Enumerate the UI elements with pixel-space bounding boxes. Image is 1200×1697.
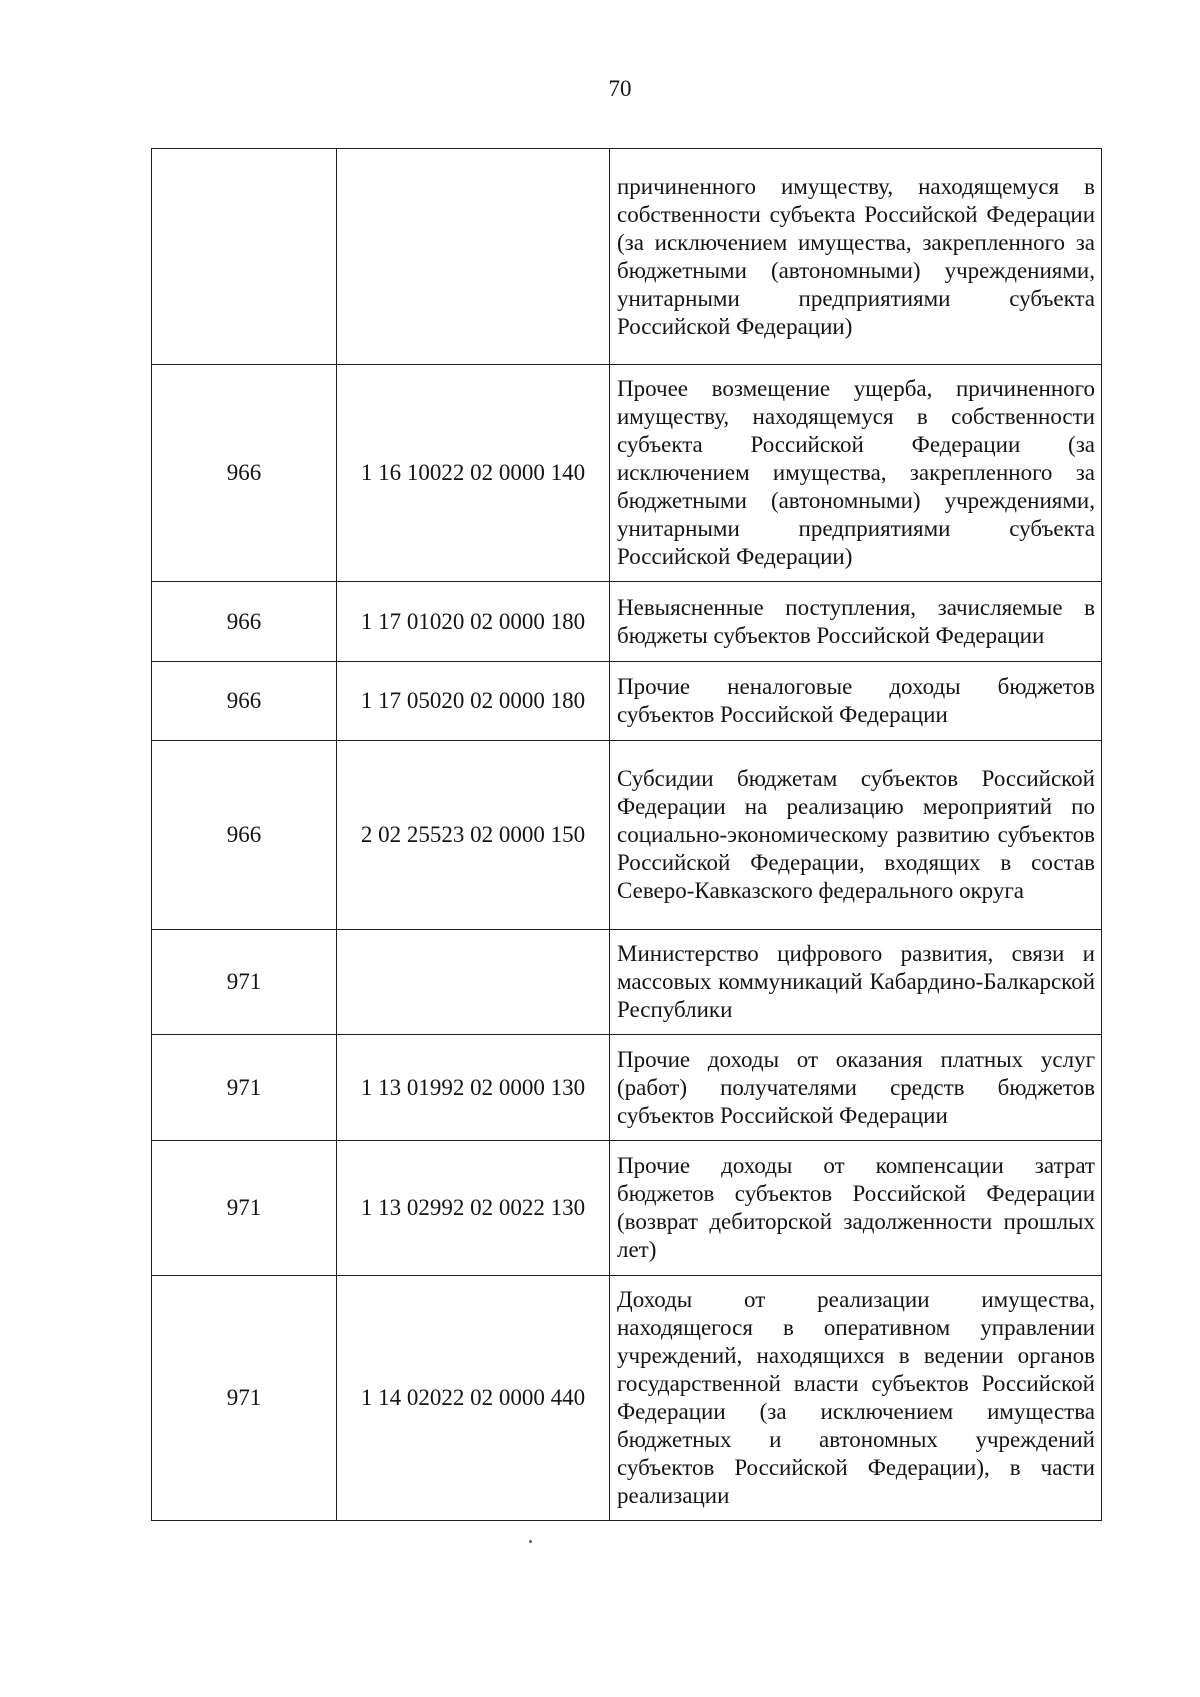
budget-code-cell [337, 930, 610, 1035]
admin-code-cell: 971 [152, 1276, 337, 1521]
budget-code-cell: 2 02 25523 02 0000 150 [337, 741, 610, 930]
budget-code-cell: 1 16 10022 02 0000 140 [337, 365, 610, 582]
table-row [152, 365, 1102, 582]
admin-code-cell: 971 [152, 1035, 337, 1141]
table-row [152, 662, 1102, 741]
table-row [152, 582, 1102, 662]
scan-speck [529, 1540, 532, 1543]
table-row [152, 741, 1102, 930]
table-row [152, 149, 1102, 365]
admin-code-cell: 966 [152, 741, 337, 930]
revenue-description-cell: Субсидии бюджетам субъектов Российской Федерации на реализацию мероприятий по социально-экономическому развитию субъектов Российской Федерации, входящих в состав Северо-Кавказского федерального округа [610, 741, 1102, 930]
revenue-description-cell: Прочие доходы от оказания платных услуг (работ) получателями средств бюджетов субъектов Российской Федерации [610, 1035, 1102, 1141]
admin-code-cell [152, 149, 337, 365]
budget-code-cell: 1 13 02992 02 0022 130 [337, 1141, 610, 1276]
budget-code-cell: 1 14 02022 02 0000 440 [337, 1276, 610, 1521]
table-row [152, 930, 1102, 1035]
revenue-description-cell: Прочие неналоговые доходы бюджетов субъектов Российской Федерации [610, 662, 1102, 741]
budget-code-cell: 1 13 01992 02 0000 130 [337, 1035, 610, 1141]
table-row [152, 1141, 1102, 1276]
table-row [152, 1276, 1102, 1521]
admin-code-cell: 966 [152, 582, 337, 662]
admin-code-cell: 971 [152, 1141, 337, 1276]
admin-code-cell: 966 [152, 662, 337, 741]
page-number: 70 [608, 76, 632, 101]
revenue-description-cell: Министерство цифрового развития, связи и массовых коммуникаций Кабардино-Балкарской Республики [610, 930, 1102, 1035]
revenue-classification-table [151, 148, 1102, 1521]
table-row [152, 1035, 1102, 1141]
budget-code-cell: 1 17 05020 02 0000 180 [337, 662, 610, 741]
admin-code-cell: 966 [152, 365, 337, 582]
revenue-description-cell: Прочее возмещение ущерба, причиненного имуществу, находящемуся в собственности субъекта Российской Федерации (за исключением имущества, закрепленного за бюджетными (автономными) учреждениями, унитарными предприятиями субъекта Российской Федерации) [610, 365, 1102, 582]
revenue-description-cell: Прочие доходы от компенсации затрат бюджетов субъектов Российской Федерации (возврат дебиторской задолженности прошлых лет) [610, 1141, 1102, 1276]
budget-code-cell [337, 149, 610, 365]
admin-code-cell: 971 [152, 930, 337, 1035]
revenue-description-cell: причиненного имуществу, находящемуся в собственности субъекта Российской Федерации (за исключением имущества, закрепленного за бюджетными (автономными) учреждениями, унитарными предприятиями субъекта Российской Федерации) [610, 149, 1102, 365]
budget-code-cell: 1 17 01020 02 0000 180 [337, 582, 610, 662]
revenue-description-cell: Доходы от реализации имущества, находящегося в оперативном управлении учреждений, находящихся в ведении органов государственной власти субъектов Российской Федерации (за исключением имущества бюджетных и автономных учреждений субъектов Российской Федерации), в части реализации [610, 1276, 1102, 1521]
revenue-description-cell: Невыясненные поступления, зачисляемые в бюджеты субъектов Российской Федерации [610, 582, 1102, 662]
